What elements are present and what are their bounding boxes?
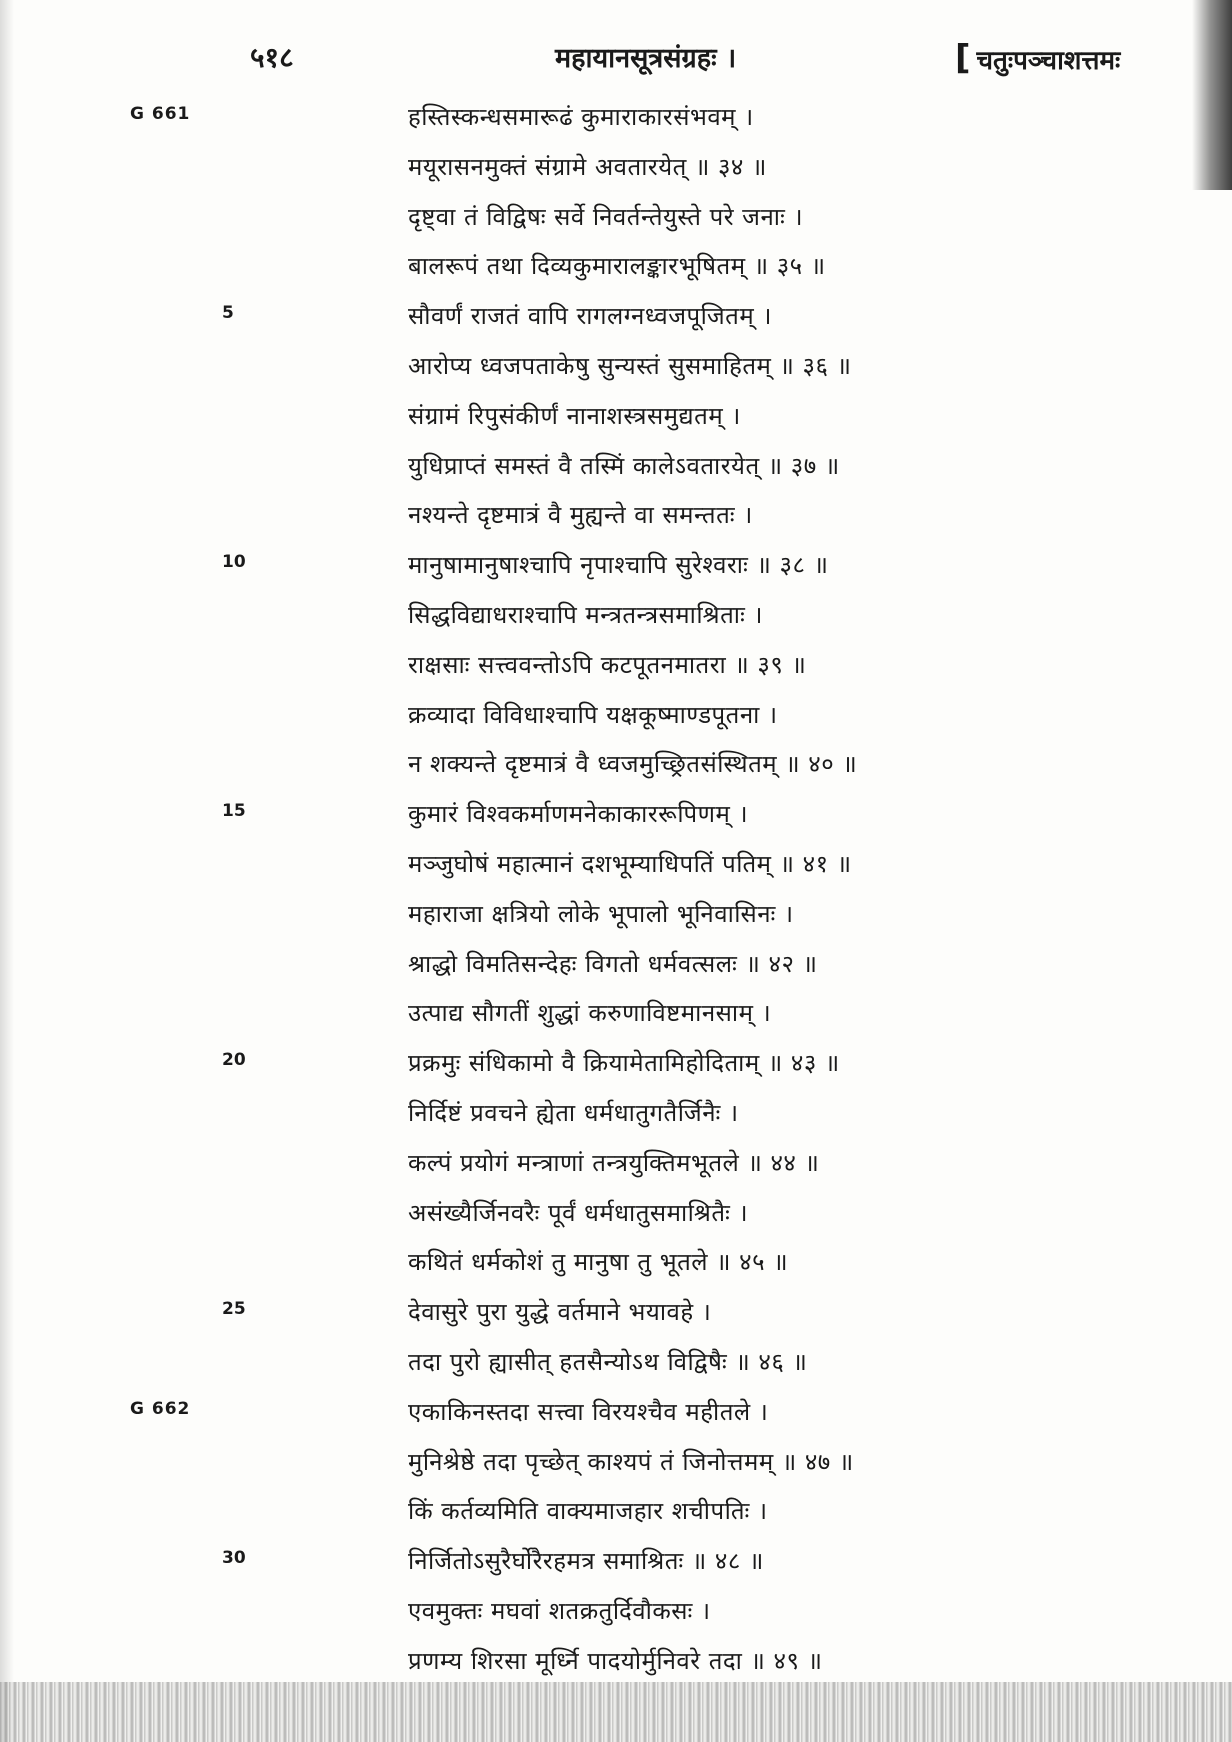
verse-text: प्रक्रमुः संधिकामो वै क्रियामेतामिहोदिताम् ॥ ४३ ॥ — [408, 1049, 840, 1078]
margin-reference: G 661 — [130, 104, 191, 124]
verse-text: राक्षसाः सत्त्ववन्तोऽपि कटपूतनमातरा ॥ ३९ ॥ — [408, 650, 807, 679]
line-number: 10 — [222, 552, 246, 573]
section-title-text: चतुःपञ्चाशत्तमः — [976, 46, 1121, 76]
section-title — [955, 38, 1120, 78]
verse-line — [0, 548, 1232, 598]
verse-line — [0, 1345, 1232, 1395]
verse-line — [0, 349, 1232, 399]
verse-line — [0, 1096, 1232, 1146]
verse-line — [0, 847, 1232, 897]
line-number: 25 — [222, 1299, 246, 1320]
verse-text: आरोप्य ध्वजपताकेषु सुन्यस्तं सुसमाहितम् ॥ ३६ ॥ — [408, 352, 852, 380]
verse-text: क्रव्यादा विविधाश्चापि यक्षकूष्माण्डपूतना । — [408, 700, 778, 729]
verse-line — [0, 299, 1232, 349]
verse-text: बालरूपं तथा दिव्यकुमारालङ्कारभूषितम् ॥ ३५ ॥ — [408, 252, 826, 281]
verse-text: निर्दिष्टं प्रवचने ह्येता धर्मधातुगतैर्जिनैः । — [408, 1099, 739, 1127]
verse-line — [0, 249, 1232, 299]
verse-line — [0, 1146, 1232, 1196]
verse-line — [0, 100, 1232, 150]
verse-line — [0, 1494, 1232, 1544]
verse-text: मयूरासनमुक्तं संग्रामे अवतारयेत् ॥ ३४ ॥ — [408, 152, 767, 181]
verse-text: हस्तिस्कन्धसमारूढं कुमाराकारसंभवम् । — [408, 103, 754, 131]
page-number: ५१८ — [250, 41, 294, 74]
verse-text: श्राद्धो विमतिसन्देहः विगतो धर्मवत्सलः ॥ ४२ ॥ — [408, 949, 818, 978]
margin-reference: G 662 — [130, 1398, 191, 1419]
verse-text: संग्रामं रिपुसंकीर्णं नानाशस्त्रसमुद्यतम् । — [408, 401, 741, 430]
verse-line — [0, 1245, 1232, 1295]
section-bracket: [ — [955, 38, 971, 78]
verse-text: दृष्ट्वा तं विद्विषः सर्वे निवर्तन्तेयुस्ते परे जनाः । — [408, 202, 804, 231]
verse-text: कल्पं प्रयोगं मन्त्राणां तन्त्रयुक्तिमभूतले ॥ ४४ ॥ — [408, 1148, 820, 1177]
verse-text: कथितं धर्मकोशं तु मानुषा तु भूतले ॥ ४५ ॥ — [408, 1248, 789, 1277]
verse-line — [0, 897, 1232, 947]
page-header — [0, 38, 1232, 88]
line-number: 20 — [222, 1050, 246, 1071]
line-number: 5 — [222, 303, 234, 324]
verse-line — [0, 399, 1232, 449]
verse-text: मानुषामानुषाश्चापि नृपाश्चापि सुरेश्वराः ॥ ३८ ॥ — [408, 551, 829, 580]
verse-text: सिद्धविद्याधराश्चापि मन्त्रतन्त्रसमाश्रिताः । — [408, 601, 764, 629]
verse-line — [0, 449, 1232, 499]
verse-text: कुमारं विश्वकर्माणमनेकाकाररूपिणम् । — [408, 800, 749, 829]
verse-line — [0, 648, 1232, 698]
verse-text: उत्पाद्य सौगतीं शुद्धां करुणाविष्टमानसाम् । — [408, 999, 772, 1028]
verse-line — [0, 200, 1232, 250]
verse-line — [0, 947, 1232, 997]
verse-line — [0, 1594, 1232, 1644]
verse-line — [0, 498, 1232, 548]
verse-text: मञ्जुघोषं महात्मानं दशभूम्याधिपतिं पतिम् ॥ ४१ ॥ — [408, 850, 852, 878]
verse-line — [0, 150, 1232, 200]
verse-text: नश्यन्ते दृष्टमात्रं वै मुह्यन्ते वा समन्ततः । — [408, 501, 753, 530]
verse-line — [0, 747, 1232, 797]
verse-line — [0, 996, 1232, 1046]
line-number: 30 — [222, 1548, 246, 1569]
verse-line — [0, 1544, 1232, 1594]
verse-text: देवासुरे पुरा युद्धे वर्तमाने भयावहे । — [408, 1298, 712, 1327]
verse-text: महाराजा क्षत्रियो लोके भूपालो भूनिवासिनः । — [408, 899, 794, 928]
verse-line — [0, 598, 1232, 648]
verse-text: किं कर्तव्यमिति वाक्यमाजहार शचीपतिः । — [408, 1497, 768, 1526]
verse-line — [0, 1644, 1232, 1694]
verse-text: एकाकिनस्तदा सत्त्वा विरयश्चैव महीतले । — [408, 1397, 769, 1426]
verse-text: प्रणम्य शिरसा मूर्ध्नि पादयोर्मुनिवरे तदा ॥ ४९ ॥ — [408, 1646, 823, 1675]
verse-line — [0, 1295, 1232, 1345]
verse-line — [0, 1046, 1232, 1096]
verse-line — [0, 698, 1232, 748]
running-title: महायानसूत्रसंग्रहः । — [555, 43, 737, 74]
verse-text: एवमुक्तः मघवां शतक्रतुर्दिवौकसः । — [408, 1597, 711, 1625]
verse-text: मुनिश्रेष्ठे तदा पृच्छेत् काश्यपं तं जिनोत्तमम् ॥ ४७ ॥ — [408, 1447, 854, 1476]
verse-text: सौवर्णं राजतं वापि रागलग्नध्वजपूजितम् । — [408, 302, 772, 331]
line-number: 15 — [222, 801, 246, 822]
verse-text: तदा पुरो ह्यासीत् हतसैन्योऽथ विद्विषैः ॥ ४६ ॥ — [408, 1348, 808, 1376]
verse-text: निर्जितोऽसुरैर्घोरैरहमत्र समाश्रितः ॥ ४८ ॥ — [408, 1547, 764, 1576]
verse-text: असंख्यैर्जिनवरैः पूर्वं धर्मधातुसमाश्रितैः । — [408, 1198, 749, 1227]
verse-line — [0, 797, 1232, 847]
verse-line — [0, 1395, 1232, 1445]
verse-line — [0, 1445, 1232, 1495]
verse-line — [0, 1196, 1232, 1246]
verse-text: युधिप्राप्तं समस्तं वै तस्मिं कालेऽवतारयेत् ॥ ३७ ॥ — [408, 451, 840, 480]
verse-text: न शक्यन्ते दृष्टमात्रं वै ध्वजमुच्छ्रितसंस्थितम् ॥ ४० ॥ — [408, 750, 858, 779]
